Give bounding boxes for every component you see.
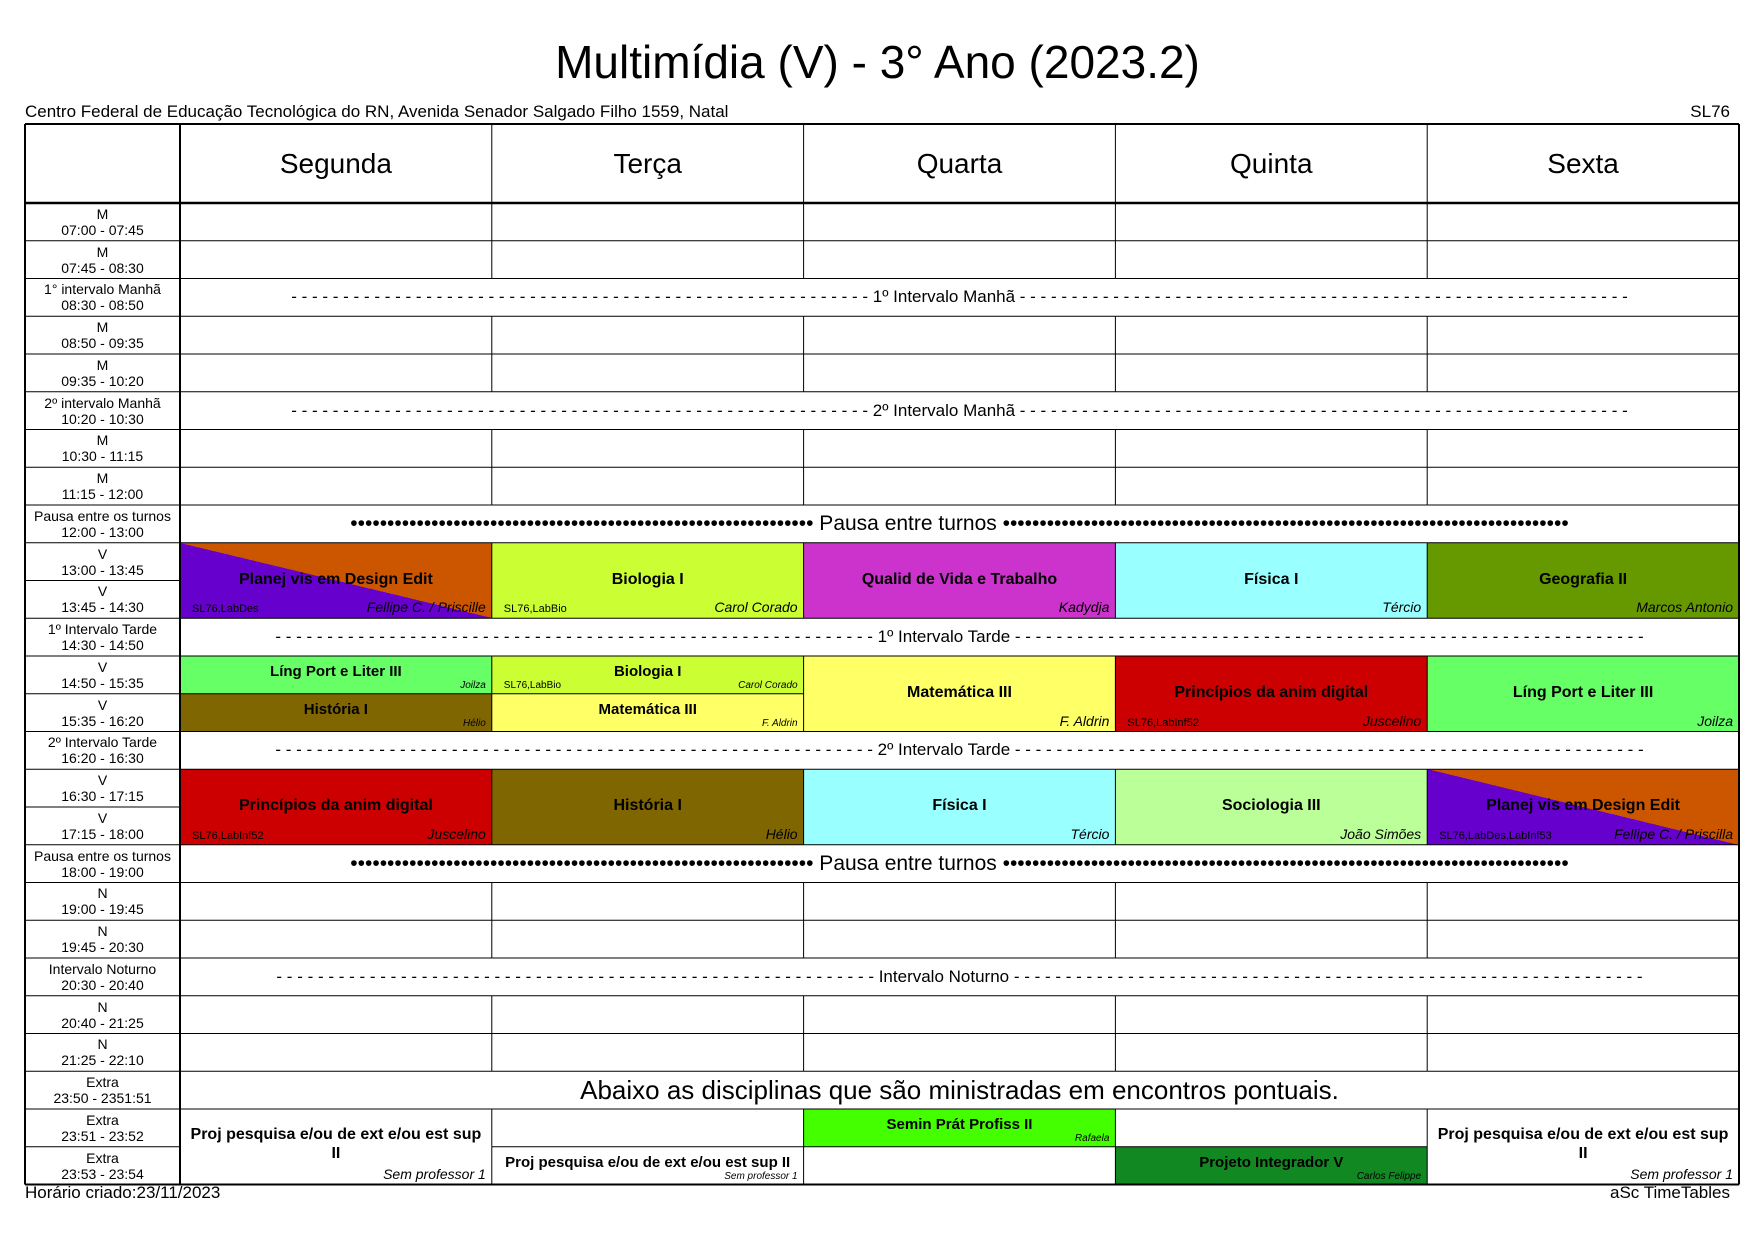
lesson-subject: Proj pesquisa e/ou de ext e/ou est sup II xyxy=(190,1125,482,1162)
period-time: 08:50 - 09:35 xyxy=(61,335,144,352)
empty-slot xyxy=(492,1109,804,1147)
period-label: V xyxy=(97,696,108,713)
interval-row xyxy=(180,732,1739,770)
period-cell xyxy=(25,958,180,996)
period-time: 07:45 - 08:30 xyxy=(61,259,144,276)
empty-slot xyxy=(492,996,804,1034)
period-cell xyxy=(25,694,180,732)
page-title: Multimídia (V) - 3° Ano (2023.2) xyxy=(555,36,1200,88)
period-cell xyxy=(25,1034,180,1072)
period-time: 23:50 - 2351:51 xyxy=(53,1090,152,1107)
lesson-teacher: Tércio xyxy=(1382,599,1422,616)
empty-slot xyxy=(180,996,492,1034)
interval-row xyxy=(180,618,1739,656)
empty-slot xyxy=(804,920,1116,958)
empty-slot xyxy=(1427,241,1739,279)
period-cell xyxy=(25,354,180,392)
lesson-card[interactable] xyxy=(492,769,804,845)
empty-slot xyxy=(1115,1034,1427,1072)
period-time: 16:20 - 16:30 xyxy=(61,750,144,767)
period-time: 08:30 - 08:50 xyxy=(61,297,144,314)
lesson-card[interactable] xyxy=(492,1147,804,1185)
lesson-subject: Planej vis em Design Edit xyxy=(1486,797,1680,814)
lesson-teacher: Carol Corado xyxy=(714,599,798,616)
lesson-card[interactable] xyxy=(1115,1147,1427,1185)
lesson-subject: Princípios da anim digital xyxy=(1174,683,1369,701)
day-header-label: Segunda xyxy=(279,147,392,179)
period-label: 1º Intervalo Tarde xyxy=(47,621,158,638)
lesson-card[interactable] xyxy=(492,656,804,694)
lesson-subject: Proj pesquisa e/ou de ext e/ou est sup II xyxy=(1437,1125,1729,1162)
period-label: N xyxy=(97,998,108,1015)
lesson-room: SL76,LabInf52 xyxy=(192,829,264,842)
lesson-card[interactable] xyxy=(180,769,492,845)
footer-app-name: aSc TimeTables xyxy=(1610,1183,1730,1202)
empty-slot xyxy=(804,1147,1116,1185)
empty-slot xyxy=(180,354,492,392)
lesson-card[interactable] xyxy=(804,769,1116,845)
lesson-subject: Sociologia III xyxy=(1221,797,1321,814)
period-cell xyxy=(25,996,180,1034)
empty-slot xyxy=(804,354,1116,392)
empty-slot xyxy=(1427,467,1739,505)
lesson-subject: Física I xyxy=(932,797,987,814)
empty-slot xyxy=(492,241,804,279)
period-cell xyxy=(25,505,180,543)
empty-slot xyxy=(1115,467,1427,505)
empty-slot xyxy=(180,203,492,241)
empty-slot xyxy=(1427,203,1739,241)
period-time: 14:50 - 15:35 xyxy=(61,674,144,691)
period-cell xyxy=(25,1109,180,1147)
empty-slot xyxy=(804,467,1116,505)
lesson-card[interactable] xyxy=(180,656,492,694)
lesson-card[interactable] xyxy=(1427,769,1739,845)
extra-note-row xyxy=(180,1071,1739,1109)
empty-slot xyxy=(804,316,1116,354)
lesson-room: SL76,LabDes,LabInf53 xyxy=(1439,829,1552,842)
lesson-teacher: Rafaela xyxy=(1074,1132,1110,1144)
lesson-teacher: Marcos Antonio xyxy=(1636,599,1733,616)
lesson-teacher: Fellipe C. / Priscilla xyxy=(1613,825,1733,842)
empty-slot xyxy=(180,883,492,921)
interval-row xyxy=(180,958,1739,996)
lesson-teacher: F. Aldrin xyxy=(1059,712,1110,729)
period-time: 13:00 - 13:45 xyxy=(61,561,144,578)
lesson-subject: Física I xyxy=(1244,570,1299,588)
lesson-card[interactable] xyxy=(804,1109,1116,1147)
empty-slot xyxy=(180,241,492,279)
day-header xyxy=(804,124,1116,203)
band-label: - - - - - - - - - - - - - - - - - - - - - - - - - - - - - - - - - - - - - - - - - - - - - - - - - - - - - - - - 2º Intervalo Manhã - - - - - - - - - - - - - - - - - - - - - - - - - - - - - - - - - - - - - - - - - - - - - - - - - - - - - - - - - - - xyxy=(291,400,1628,420)
period-label: N xyxy=(97,885,108,902)
lesson-room: SL76,LabBio xyxy=(503,679,562,691)
period-time: 19:45 - 20:30 xyxy=(61,939,144,956)
empty-slot xyxy=(492,316,804,354)
period-cell xyxy=(25,807,180,845)
period-cell xyxy=(25,656,180,694)
period-label: M xyxy=(96,205,109,222)
period-time: 11:15 - 12:00 xyxy=(61,486,144,503)
lesson-teacher: Kadydja xyxy=(1058,599,1110,616)
period-time: 12:00 - 13:00 xyxy=(61,523,144,540)
empty-slot xyxy=(804,430,1116,468)
period-label: N xyxy=(97,1036,108,1053)
empty-slot xyxy=(804,241,1116,279)
institution-address: Centro Federal de Educação Tecnológica do RN, Avenida Senador Salgado Filho 1559, Natal xyxy=(25,102,729,121)
empty-slot xyxy=(1427,430,1739,468)
band-label: - - - - - - - - - - - - - - - - - - - - - - - - - - - - - - - - - - - - - - - - - - - - - - - - - - - - - - - - 1º Intervalo Manhã - - - - - - - - - - - - - - - - - - - - - - - - - - - - - - - - - - - - - - - - - - - - - - - - - - - - - - - - - - - xyxy=(291,287,1628,307)
period-cell xyxy=(25,1147,180,1185)
lesson-subject: Projeto Integrador V xyxy=(1199,1153,1344,1171)
empty-slot xyxy=(180,920,492,958)
empty-slot xyxy=(492,1034,804,1072)
empty-slot xyxy=(804,996,1116,1034)
period-time: 07:00 - 07:45 xyxy=(61,221,144,238)
lesson-card[interactable] xyxy=(804,656,1116,732)
pause-row xyxy=(180,505,1739,543)
interval-row xyxy=(180,392,1739,430)
lesson-teacher: Hélio xyxy=(765,825,798,842)
empty-slot xyxy=(180,467,492,505)
band-label: - - - - - - - - - - - - - - - - - - - - - - - - - - - - - - - - - - - - - - - - - - - - - - - - - - - - - - - - - - 2º Intervalo Tarde - - - - - - - - - - - - - - - - - - - - - - - - - - - - - - - - - - - - - - - - - - - - - - - - - - - - - - - - - - - - - xyxy=(275,740,1644,760)
period-label: Pausa entre os turnos xyxy=(34,847,171,864)
empty-slot xyxy=(1115,1109,1427,1147)
period-cell xyxy=(25,769,180,807)
lesson-teacher: João Simões xyxy=(1340,825,1422,842)
period-time: 13:45 - 14:30 xyxy=(61,599,144,616)
lesson-teacher: Hélio xyxy=(463,717,486,729)
day-header-label: Quinta xyxy=(1230,147,1313,179)
empty-slot xyxy=(1115,996,1427,1034)
empty-slot xyxy=(1115,354,1427,392)
period-time: 19:00 - 19:45 xyxy=(61,901,144,918)
period-time: 10:20 - 10:30 xyxy=(61,410,144,427)
period-cell xyxy=(25,618,180,656)
band-label: - - - - - - - - - - - - - - - - - - - - - - - - - - - - - - - - - - - - - - - - - - - - - - - - - - - - - - - - - - Intervalo Noturno - - - - - - - - - - - - - - - - - - - - - - - - - - - - - - - - - - - - - - - - - - - - - - - - - - - - - - - - - - - - - xyxy=(276,966,1643,986)
period-label: M xyxy=(96,432,109,449)
empty-slot xyxy=(492,430,804,468)
empty-slot xyxy=(804,1034,1116,1072)
period-time: 16:30 - 17:15 xyxy=(61,788,144,805)
period-cell xyxy=(25,467,180,505)
lesson-subject: Líng Port e Liter III xyxy=(1512,683,1654,701)
period-cell xyxy=(25,316,180,354)
period-cell xyxy=(25,1071,180,1109)
period-label: M xyxy=(96,243,109,260)
lesson-subject: Matemática III xyxy=(907,683,1012,701)
lesson-card[interactable] xyxy=(1427,543,1739,619)
lesson-teacher: Tércio xyxy=(1070,825,1110,842)
period-label: Extra xyxy=(86,1149,119,1166)
period-label: Extra xyxy=(86,1111,119,1128)
empty-slot xyxy=(1115,883,1427,921)
empty-slot xyxy=(492,203,804,241)
period-cell xyxy=(25,581,180,619)
pause-row xyxy=(180,845,1739,883)
period-label: Pausa entre os turnos xyxy=(34,507,171,524)
empty-slot xyxy=(804,203,1116,241)
period-time: 14:30 - 14:50 xyxy=(61,637,144,654)
period-label: V xyxy=(97,809,108,826)
lesson-card[interactable] xyxy=(180,694,492,732)
period-time: 10:30 - 11:15 xyxy=(61,448,144,465)
band-label: ••••••••••••••••••••••••••••••••••••••••••••••••••••••••••••••• Pausa entre turnos ••••••••••••••••••••••••••••••••••••••••••••••••••••••••••••••••••••••••••••• xyxy=(350,511,1569,535)
period-time: 20:40 - 21:25 xyxy=(61,1014,144,1031)
period-label: M xyxy=(96,470,109,487)
empty-slot xyxy=(180,430,492,468)
lesson-card[interactable] xyxy=(180,543,492,619)
period-cell xyxy=(25,883,180,921)
lesson-teacher: Juscelino xyxy=(1362,712,1422,729)
lesson-teacher: Sem professor 1 xyxy=(383,1165,486,1182)
lesson-teacher: Juscelino xyxy=(427,825,486,842)
lesson-teacher: Carol Corado xyxy=(738,679,798,691)
period-cell xyxy=(25,920,180,958)
lesson-teacher: Sem professor 1 xyxy=(724,1170,798,1182)
lesson-card[interactable] xyxy=(1115,543,1427,619)
period-label: M xyxy=(96,356,109,373)
empty-slot xyxy=(1427,996,1739,1034)
period-cell xyxy=(25,241,180,279)
lesson-card[interactable] xyxy=(492,694,804,732)
empty-slot xyxy=(1427,920,1739,958)
empty-slot xyxy=(492,354,804,392)
band-label: ••••••••••••••••••••••••••••••••••••••••••••••••••••••••••••••• Pausa entre turnos ••••••••••••••••••••••••••••••••••••••••••••••••••••••••••••••••••••••••••••• xyxy=(350,851,1569,875)
lesson-subject: Proj pesquisa e/ou de ext e/ou est sup II xyxy=(505,1153,791,1171)
period-cell xyxy=(25,543,180,581)
period-label: Extra xyxy=(86,1074,119,1091)
empty-slot xyxy=(1115,241,1427,279)
empty-slot xyxy=(1427,883,1739,921)
lesson-subject: História I xyxy=(613,797,682,814)
empty-slot xyxy=(804,883,1116,921)
lesson-teacher: Joilza xyxy=(460,679,486,691)
period-label: V xyxy=(97,583,108,600)
period-time: 21:25 - 22:10 xyxy=(61,1052,144,1069)
lesson-card[interactable] xyxy=(804,543,1116,619)
band-label: - - - - - - - - - - - - - - - - - - - - - - - - - - - - - - - - - - - - - - - - - - - - - - - - - - - - - - - - - - 1º Intervalo Tarde - - - - - - - - - - - - - - - - - - - - - - - - - - - - - - - - - - - - - - - - - - - - - - - - - - - - - - - - - - - - - xyxy=(275,627,1644,647)
period-time: 18:00 - 19:00 xyxy=(61,863,144,880)
period-label: V xyxy=(97,658,108,675)
period-label: V xyxy=(97,545,108,562)
period-time: 15:35 - 16:20 xyxy=(61,712,144,729)
footer-created-date: Horário criado:23/11/2023 xyxy=(25,1183,221,1202)
empty-slot xyxy=(492,467,804,505)
band-label: Abaixo as disciplinas que são ministradas em encontros pontuais. xyxy=(580,1074,1339,1105)
lesson-card[interactable] xyxy=(1427,1109,1739,1185)
lesson-subject: Biologia I xyxy=(613,663,682,680)
lesson-room: SL76,LabDes xyxy=(192,603,259,616)
empty-slot xyxy=(492,920,804,958)
lesson-card[interactable] xyxy=(1115,769,1427,845)
period-time: 17:15 - 18:00 xyxy=(61,825,144,842)
period-cell xyxy=(25,279,180,317)
lesson-card[interactable] xyxy=(1427,656,1739,732)
empty-slot xyxy=(492,883,804,921)
lesson-card[interactable] xyxy=(180,1109,492,1185)
empty-slot xyxy=(180,316,492,354)
period-label: Intervalo Noturno xyxy=(48,960,157,977)
period-time: 23:53 - 23:54 xyxy=(61,1165,144,1182)
period-cell xyxy=(25,732,180,770)
day-header xyxy=(492,124,804,203)
period-time: 09:35 - 10:20 xyxy=(61,372,144,389)
empty-slot xyxy=(180,1034,492,1072)
period-cell xyxy=(25,392,180,430)
lesson-teacher: Carlos Felippe xyxy=(1356,1170,1422,1182)
lesson-room: SL76,LabInf52 xyxy=(1127,716,1199,729)
lesson-subject: Princípios da anim digital xyxy=(238,797,433,814)
lesson-subject: Líng Port e Liter III xyxy=(270,663,402,680)
room-code: SL76 xyxy=(1690,102,1730,121)
empty-slot xyxy=(1115,316,1427,354)
period-label: 1° intervalo Manhã xyxy=(44,281,161,298)
lesson-subject: Planej vis em Design Edit xyxy=(238,570,433,588)
empty-slot xyxy=(1115,430,1427,468)
empty-slot xyxy=(1115,920,1427,958)
day-header xyxy=(1427,124,1739,203)
lesson-subject: Semin Prát Profiss II xyxy=(886,1116,1033,1133)
lesson-subject: Geografia II xyxy=(1539,570,1628,588)
day-header-label: Terça xyxy=(613,147,682,179)
lesson-subject: Biologia I xyxy=(611,570,684,588)
day-header-label: Quarta xyxy=(916,147,1003,179)
period-label: M xyxy=(96,319,109,336)
period-time: 20:30 - 20:40 xyxy=(61,976,144,993)
period-cell xyxy=(25,845,180,883)
day-header-label: Sexta xyxy=(1547,147,1619,179)
period-cell xyxy=(25,203,180,241)
period-cell xyxy=(25,430,180,468)
lesson-teacher: Joilza xyxy=(1697,712,1733,729)
empty-slot xyxy=(1115,203,1427,241)
lesson-card[interactable] xyxy=(492,543,804,619)
lesson-teacher: Fellipe C. / Priscille xyxy=(366,599,486,616)
period-label: 2º intervalo Manhã xyxy=(44,394,161,411)
period-label: 2º Intervalo Tarde xyxy=(47,734,158,751)
interval-row xyxy=(180,279,1739,317)
lesson-room: SL76,LabBio xyxy=(503,603,567,616)
day-header xyxy=(180,124,492,203)
day-header xyxy=(1115,124,1427,203)
period-time: 23:51 - 23:52 xyxy=(61,1127,144,1144)
lesson-subject: História I xyxy=(303,700,368,718)
lesson-teacher: Sem professor 1 xyxy=(1630,1165,1733,1182)
lesson-subject: Qualid de Vida e Trabalho xyxy=(861,570,1058,588)
period-label: V xyxy=(97,772,108,789)
lesson-subject: Matemática III xyxy=(598,700,697,718)
period-label: N xyxy=(97,923,108,940)
lesson-card[interactable] xyxy=(1115,656,1427,732)
empty-slot xyxy=(1427,1034,1739,1072)
empty-slot xyxy=(1427,316,1739,354)
lesson-teacher: F. Aldrin xyxy=(762,717,798,729)
empty-slot xyxy=(1427,354,1739,392)
